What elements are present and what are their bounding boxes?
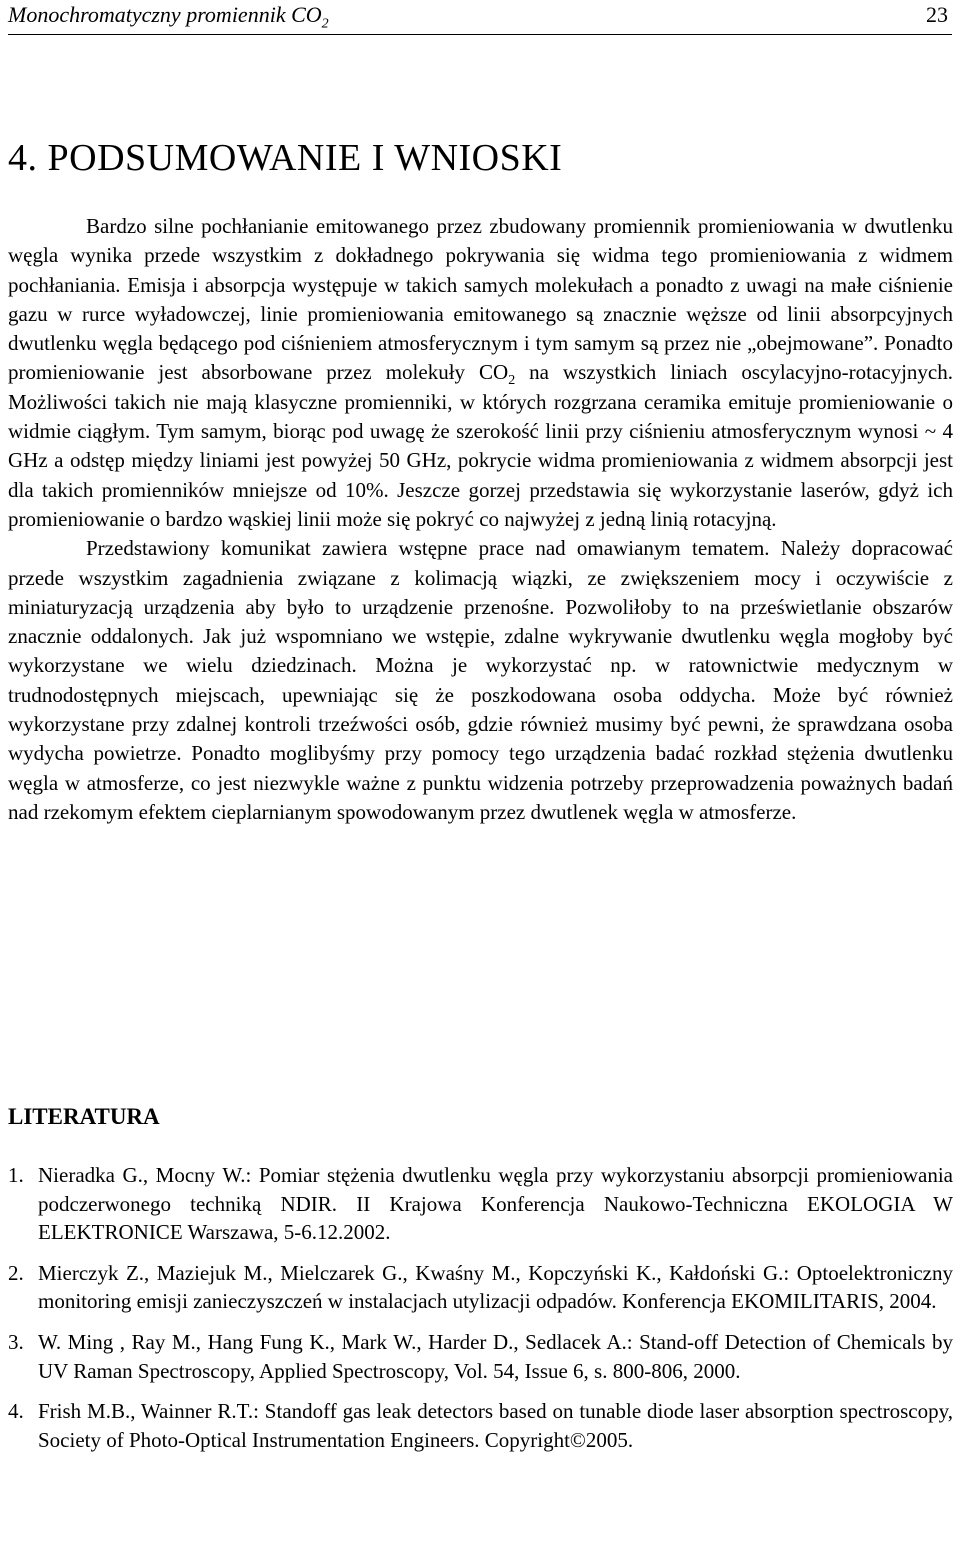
header-title-subscript: 2	[321, 16, 329, 32]
reference-text: Mierczyk Z., Maziejuk M., Mielczarek G., Kwaśny M., Kopczyński K., Kałdoński G.: Optoelektroniczny monitoring emisji zanieczyszczeń w instalacjach utylizacji odpadów. Konferencja EKOMILITARIS, 2004.	[38, 1260, 953, 1314]
paragraph-2: Przedstawiony komunikat zawiera wstępne prace nad omawianym tematem. Należy dopracować przede wszystkim zagadnienia związane z kolimacją wiązki, ze zwiększeniem mocy i oczywiście z miniaturyzacją urządzenia aby było to urządzenie przenośne. Pozwoliłoby to na prześwietlanie obszarów znacznie oddalonych. Jak już wspomniano we wstępie, zdalne wykrywanie dwutlenku węgla mogłoby być wykorzystane we wielu dziedzinach. Można je wykorzystać np. w ratownictwie medycznym w trudnodostępnych miejscach, upewniając się że poszkodowana osoba oddycha. Może być również wykorzystane przy zdalnej kontroli trzeźwości osób, gdzie również musimy być pewni, że sprawdzana osoba wydycha powietrze. Ponadto moglibyśmy przy pomocy tego urządzenia badać rozkład stężenia dwutlenku węgla w atmosferze, co jest niezwykle ważne z punktu widzenia potrzeby przeprowadzenia poważnych badań nad rzekomym efektem cieplarnianym spowodowanym przez dwutlenek węgla w atmosferze.	[8, 536, 953, 824]
header-rule	[8, 34, 952, 35]
reference-number: 3.	[8, 1329, 24, 1354]
co2-subscript: 2	[508, 373, 516, 389]
reference-number: 4.	[8, 1399, 24, 1424]
running-header	[8, 0, 952, 38]
reference-text: W. Ming , Ray M., Hang Fung K., Mark W., Harder D., Sedlacek A.: Stand-off Detection of Chemicals by UV Raman Spectroscopy, Applied Spectroscopy, Vol. 54, Issue 6, s. 800-806, 2000.	[38, 1329, 953, 1383]
reference-item	[8, 1397, 953, 1454]
page-number: 23	[926, 2, 948, 27]
reference-item	[8, 1259, 953, 1316]
reference-list	[8, 1161, 953, 1466]
reference-number: 2.	[8, 1260, 24, 1285]
paragraph-1-part-b: na wszystkich liniach oscylacyjno-rotacyjnych. Możliwości takich nie mają klasyczne promienniki, w których rozgrzana ceramika emituje promieniowanie o widmie ciągłym. Tym samym, biorąc pod uwagę że szerokość linii przy ciśnieniu atmosferycznym wynosi ~ 4 GHz a odstęp między liniami jest powyżej 50 GHz, pokrycie widma promieniowania z widmem absorpcji jest dla takich promienników mniejsze od 10%. Jeszcze gorzej przedstawia się wykorzystanie laserów, gdyż ich promieniowanie o bardzo wąskiej linii może się pokryć co najwyżej z jedną linią rotacyjną.	[8, 360, 953, 531]
paragraph-1	[8, 212, 953, 534]
reference-item	[8, 1161, 953, 1247]
reference-number: 1.	[8, 1163, 24, 1187]
header-title-text: Monochromatyczny promiennik CO	[8, 2, 322, 27]
body-text	[8, 212, 953, 827]
paragraph-1-part-a: Bardzo silne pochłanianie emitowanego przez zbudowany promiennik promieniowania w dwutlenku węgla wynika przede wszystkim z dokładnego pokrywania się widma tego promieniowania z widmem pochłaniania. Emisja i absorpcja występuje w takich samych molekułach a ponadto z uwagi na małe ciśnienie gazu w rurce wyładowczej, linie promieniowania emitowanego są znacznie węższe od linii absorpcyjnych dwutlenku węgla będącego pod ciśnieniem atmosferycznym i tym samym są przez nie „obejmowane”. Ponadto promieniowanie jest absorbowane przez molekuły CO	[8, 214, 953, 385]
section-title: 4. PODSUMOWANIE I WNIOSKI	[8, 137, 563, 179]
reference-item	[8, 1328, 953, 1385]
reference-text: Nieradka G., Mocny W.: Pomiar stężenia dwutlenku węgla przy wykorzystaniu absorpcji promieniowania podczerwonego techniką NDIR. II Krajowa Konferencja Naukowo-Techniczna EKOLOGIA W ELEKTRONICE Warszawa, 5-6.12.2002.	[38, 1163, 953, 1245]
reference-text: Frish M.B., Wainner R.T.: Standoff gas leak detectors based on tunable diode laser absorption spectroscopy, Society of Photo-Optical Instrumentation Engineers. Copyright©2005.	[38, 1399, 953, 1452]
literature-heading: LITERATURA	[8, 1104, 160, 1129]
header-title	[8, 2, 329, 32]
